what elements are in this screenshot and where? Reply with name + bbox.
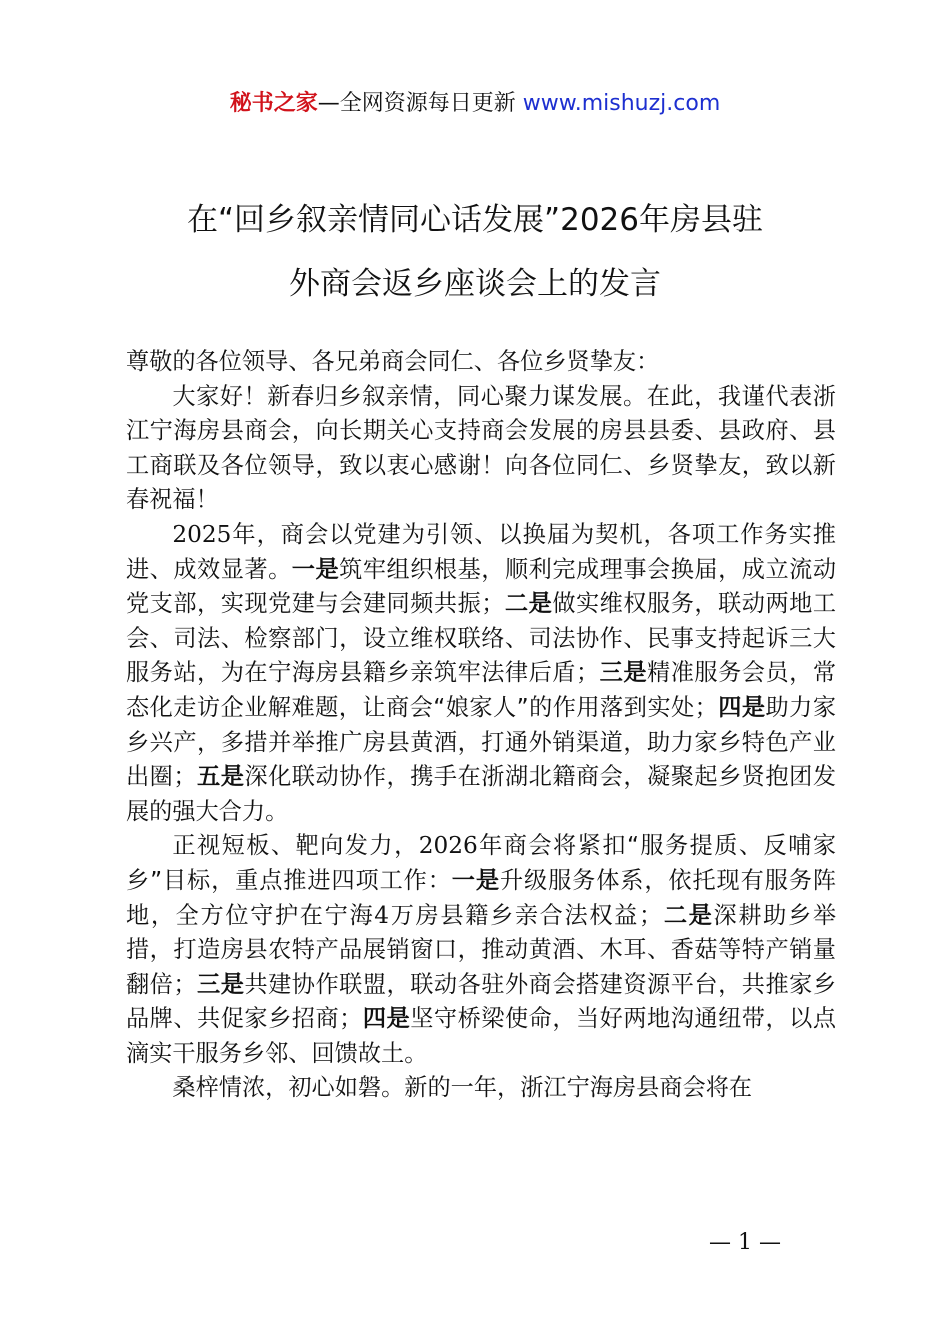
p3-item-4: 坚守桥梁使命，当好两地沟通纽带，以点滴实干服务乡邻、回馈故土。 [126, 1005, 837, 1067]
paragraph-closing: 桑梓情浓，初心如磐。新的一年，浙江宁海房县商会将在 [172, 1074, 753, 1102]
plan-keyword-fourth: 四是 [362, 1005, 411, 1033]
year-2026: 2026 [418, 832, 478, 860]
p2-intro: 年，商会以党建为引领、以换届为契机，各项工作务实推进、成效显著。 [126, 520, 836, 583]
paragraph-greeting: 大家好！新春归乡叙亲情，同心聚力谋发展。在此，我谨代表浙江宁海房县商会，向长期关心支持商会发展的房县县委、县政府、县工商联及各位领导，致以衷心感谢！向各位同仁、乡贤挚友，致以新春祝福！ [126, 382, 836, 514]
p2-item-4: 助力家乡兴产，多措并举推广房县黄酒，打通外销渠道，助力家乡特色产业出圈； [126, 693, 837, 791]
plan-keyword-second: 二是 [662, 901, 714, 929]
year-2025: 2025 [172, 520, 232, 548]
document-title [110, 188, 840, 316]
p2-item-3: 精准服务会员，常态化走访企业解难题，让商会“娘家人”的作用落到实处； [126, 659, 837, 721]
p3-intro-a: 正视短板、靶向发力， [172, 832, 419, 860]
site-banner [0, 86, 950, 122]
p3-item-1a: 升级服务体系，依托现有服务阵地，全方位守护在宁海 [126, 866, 837, 929]
keyword-third: 三是 [599, 659, 648, 687]
keyword-second: 二是 [504, 590, 553, 618]
banner-brand: 秘书之家 [229, 91, 318, 116]
plan-keyword-third: 三是 [196, 970, 245, 998]
keyword-fifth: 五是 [196, 763, 245, 791]
banner-tagline: 全网资源每日更新 [339, 91, 516, 116]
p3-intro-b: 年商会将紧扣“服务提质、反哺家乡”目标，重点推进四项工作： [126, 832, 837, 894]
banner-url-link[interactable]: www.mishuzj.com [522, 91, 721, 116]
title-line-1: 在“回乡叙亲情同心话发展”2026年房县驻 [186, 202, 763, 238]
paragraph-2026-plan [126, 829, 836, 1071]
salutation: 尊敬的各位领导、各兄弟商会同仁、各位乡贤挚友： [126, 348, 660, 375]
count-number: 4 [374, 901, 390, 929]
p3-item-1b: 万房县籍乡亲合法权益； [389, 901, 663, 929]
speech-body [126, 345, 836, 1106]
p3-item-3: 共建协作联盟，联动各驻外商会搭建资源平台，共推家乡品牌、共促家乡招商； [126, 970, 837, 1033]
paragraph-2025-review [126, 518, 836, 829]
banner-dash: — [317, 91, 340, 116]
p2-item-5: 深化联动协作，携手在浙湖北籍商会，凝聚起乡贤抱团发展的强大合力。 [126, 763, 837, 825]
keyword-fourth: 四是 [717, 693, 766, 721]
page-number: — 1 — [709, 1230, 781, 1255]
plan-keyword-first: 一是 [451, 866, 500, 894]
title-line-2: 外商会返乡座谈会上的发言 [289, 266, 661, 302]
keyword-first: 一是 [291, 555, 340, 583]
p2-item-2: 做实维权服务，联动两地工会、司法、检察部门，设立维权联络、司法协作、民事支持起诉三大服务站，为在宁海房县籍乡亲筑牢法律后盾； [126, 590, 837, 687]
p2-item-1: 筑牢组织根基，顺利完成理事会换届，成立流动党支部，实现党建与会建同频共振； [126, 555, 837, 618]
p3-item-2: 深耕助乡举措，打造房县农特产品展销窗口，推动黄酒、木耳、香菇等特产销量翻倍； [126, 901, 837, 998]
